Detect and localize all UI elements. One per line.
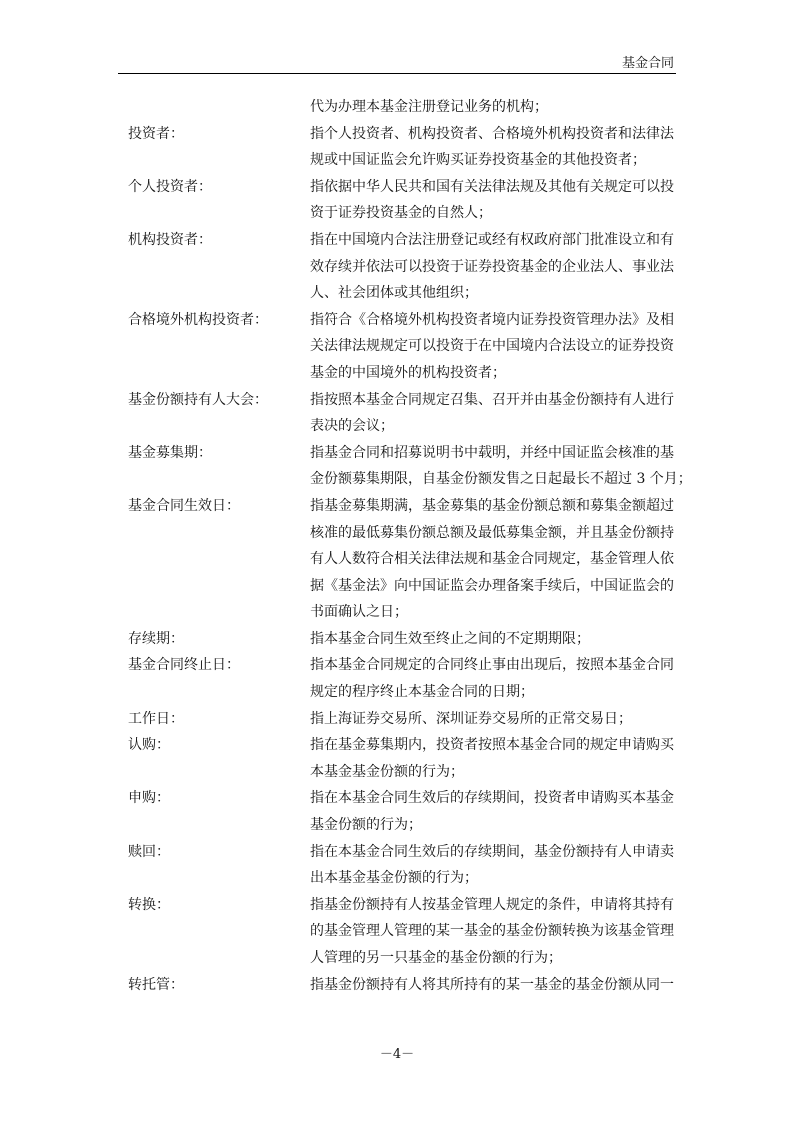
definition-text <box>310 440 692 493</box>
definition-line: 指基金份额持有人将其所持有的某一基金的基金份额从同一 <box>310 976 674 993</box>
definition-text <box>310 387 678 440</box>
definition-line: 指在本基金合同生效后的存续期间，投资者申请购买本基金 <box>310 790 674 807</box>
definition-line: 指按照本基金合同规定召集、召开并由基金份额持有人进行 <box>310 391 674 408</box>
definition-line: 指基金合同和招募说明书中载明，并经中国证监会核准的基 <box>310 444 674 461</box>
definition-text <box>310 839 678 892</box>
definition-line: 核准的最低募集份额总额及最低募集金额，并且基金份额持 <box>310 524 674 541</box>
definition-term: 存续期： <box>128 630 184 647</box>
header-divider <box>118 73 676 74</box>
definition-entry <box>0 732 794 785</box>
definition-entry <box>0 892 794 972</box>
definition-term: 投资者： <box>128 125 184 142</box>
definition-line: 本基金基金份额的行为； <box>310 763 464 780</box>
definition-list <box>0 94 794 998</box>
definition-line: 资于证券投资基金的自然人； <box>310 205 492 222</box>
definition-line: 书面确认之日； <box>310 604 408 621</box>
definition-entry <box>0 121 794 174</box>
definition-term: 赎回： <box>128 843 170 860</box>
definition-line: 指在中国境内合法注册登记或经有权政府部门批准设立和有 <box>310 231 674 248</box>
definition-entry <box>0 387 794 440</box>
definition-text <box>310 732 678 785</box>
definition-line: 关法律法规规定可以投资于在中国境内合法设立的证券投资 <box>310 338 674 355</box>
definition-text <box>310 785 678 838</box>
definition-term: 认购： <box>128 737 170 754</box>
definition-entry <box>0 839 794 892</box>
definition-line: 基金份额的行为； <box>310 817 422 834</box>
definition-term: 合格境外机构投资者： <box>128 311 268 328</box>
definition-line: 规定的程序终止本基金合同的日期； <box>310 684 534 701</box>
definition-text <box>310 174 678 227</box>
definition-line: 代为办理本基金注册登记业务的机构； <box>310 99 548 115</box>
definition-term: 转托管： <box>128 976 184 993</box>
definition-line: 基金的中国境外的机构投资者； <box>310 364 506 381</box>
page-number: －4－ <box>379 1047 415 1062</box>
definition-line: 表决的会议； <box>310 418 394 435</box>
definition-term: 基金募集期： <box>128 444 212 461</box>
definition-entry <box>0 227 794 307</box>
definition-entry <box>0 626 794 653</box>
definition-term: 转换： <box>128 896 170 913</box>
definition-line: 指个人投资者、机构投资者、合格境外机构投资者和法律法 <box>310 125 674 142</box>
definition-text <box>310 706 678 733</box>
definition-term: 基金合同终止日： <box>128 657 240 674</box>
definition-line: 指基金份额持有人按基金管理人规定的条件，申请将其持有 <box>310 896 674 913</box>
definition-text <box>310 227 678 307</box>
definition-text <box>310 94 678 121</box>
definition-line: 指本基金合同规定的合同终止事由出现后，按照本基金合同 <box>310 657 674 674</box>
definition-entry <box>0 307 794 387</box>
definition-term: 基金合同生效日： <box>128 497 240 514</box>
definition-text <box>310 626 678 653</box>
definition-entry <box>0 972 794 999</box>
definition-line: 出本基金基金份额的行为； <box>310 870 478 887</box>
definition-line: 有人人数符合相关法律法规和基金合同规定，基金管理人依 <box>310 551 674 568</box>
definition-entry <box>0 493 794 626</box>
definition-entry <box>0 652 794 705</box>
definition-line: 指依据中华人民共和国有关法律法规及其他有关规定可以投 <box>310 178 674 195</box>
definition-line: 指在基金募集期内，投资者按照本基金合同的规定申请购买 <box>310 737 674 754</box>
definition-line: 人管理的另一只基金的基金份额的行为； <box>310 950 562 966</box>
definition-line: 效存续并依法可以投资于证券投资基金的企业法人、事业法 <box>310 258 674 275</box>
definition-entry <box>0 94 794 121</box>
definition-line: 指本基金合同生效至终止之间的不定期期限； <box>310 630 590 647</box>
definition-term: 申购： <box>128 790 170 807</box>
definition-term: 机构投资者： <box>128 231 212 248</box>
definition-line: 人、社会团体或其他组织； <box>310 285 478 302</box>
definition-text <box>310 307 678 387</box>
definition-line: 的基金管理人管理的某一基金的基金份额转换为该基金管理 <box>310 923 674 940</box>
definition-term: 工作日： <box>128 710 184 727</box>
definition-term: 个人投资者： <box>128 178 212 195</box>
definition-line: 指基金募集期满，基金募集的基金份额总额和募集金额超过 <box>310 497 674 514</box>
definition-term: 基金份额持有人大会： <box>128 391 268 408</box>
definition-line: 指上海证券交易所、深圳证券交易所的正常交易日； <box>310 710 632 727</box>
definition-line: 规或中国证监会允许购买证券投资基金的其他投资者； <box>310 152 646 169</box>
definition-line: 金份额募集期限，自基金份额发售之日起最长不超过 3 个月； <box>310 471 692 488</box>
definition-text <box>310 652 678 705</box>
definition-entry <box>0 706 794 733</box>
definition-text <box>310 972 678 999</box>
definition-text <box>310 892 678 972</box>
definition-line: 指符合《合格境外机构投资者境内证券投资管理办法》及相 <box>310 311 674 328</box>
definition-line: 指在本基金合同生效后的存续期间，基金份额持有人申请卖 <box>310 843 674 860</box>
definition-text <box>310 121 678 174</box>
definition-entry <box>0 785 794 838</box>
running-header: 基金合同 <box>621 56 674 71</box>
definition-entry <box>0 440 794 493</box>
definition-text <box>310 493 678 626</box>
definition-entry <box>0 174 794 227</box>
definition-line: 据《基金法》向中国证监会办理备案手续后，中国证监会的 <box>310 577 674 594</box>
